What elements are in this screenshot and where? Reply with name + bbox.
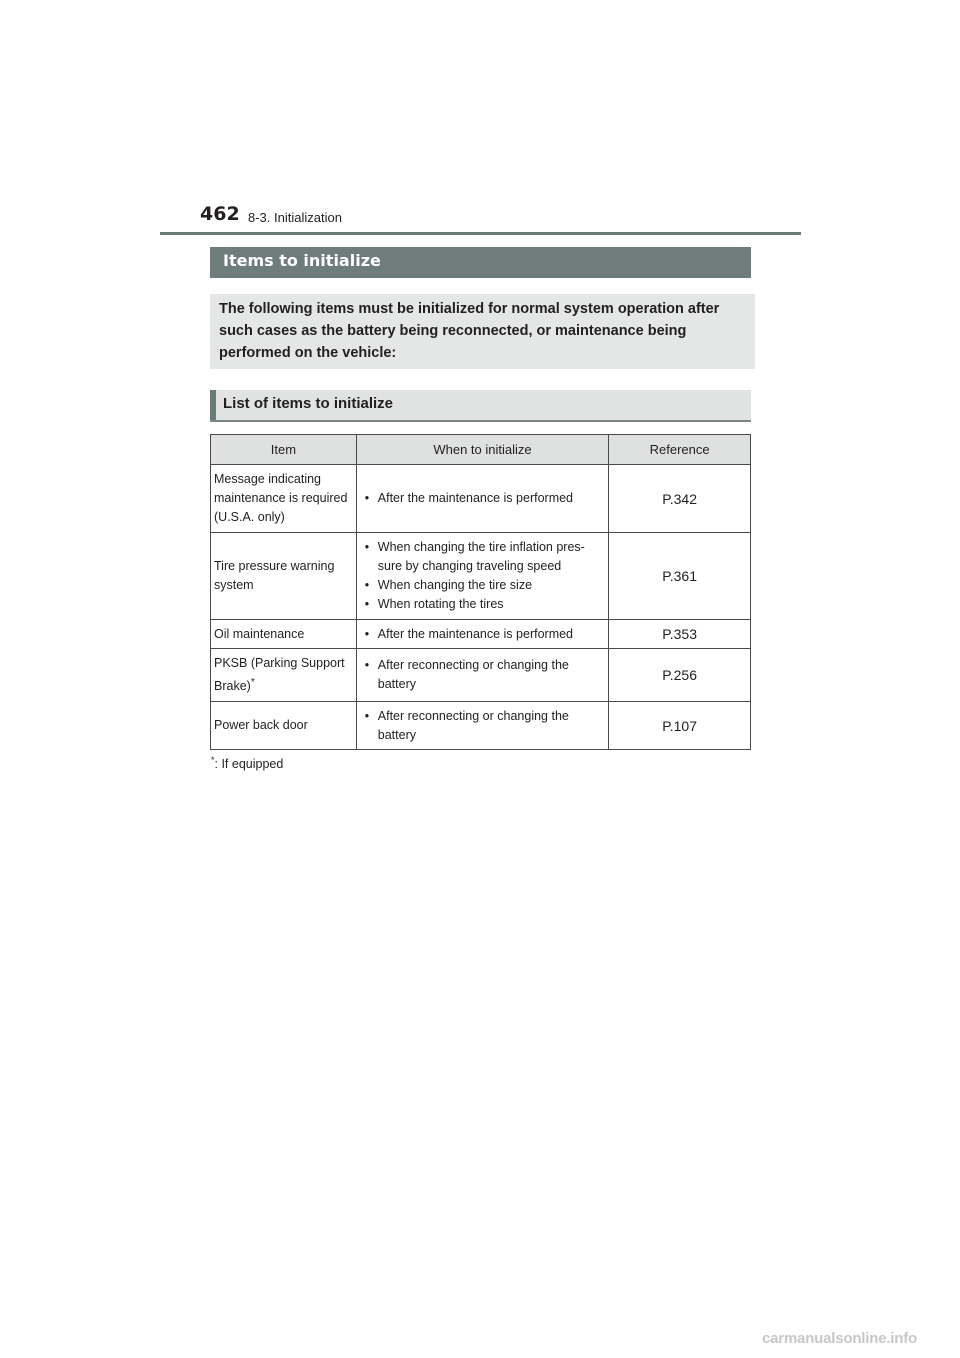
page-number: 462 [200,203,240,225]
bullet-item: • After the maintenance is performed [365,625,605,644]
item-cell: Power back door [211,702,357,750]
bullet-item: • After the maintenance is performed [365,489,605,508]
bullet-text: When rotating the tires [377,597,504,611]
subheading [210,390,751,422]
reference-link[interactable]: P.361 [609,533,751,620]
section-title: 8-3. Initialization [248,210,342,225]
when-cell [356,533,608,620]
column-header-reference: Reference [609,435,751,465]
bullet-item: • After reconnecting or changing the battery [365,656,605,694]
footnote [211,755,283,771]
table-row [211,533,751,620]
item-cell: Message indicating maintenance is required (U.S.A. only) [211,465,357,533]
bullet-text: After the maintenance is performed [377,491,574,505]
initialize-table [210,434,751,750]
column-header-item: Item [211,435,357,465]
bullet-text: After reconnecting or changing the battery [377,708,569,742]
table-row [211,702,751,750]
intro-paragraph: The following items must be initialized for normal system operation after such cases as the battery being reconnected, or maintenance being performed on the vehicle: [210,294,755,369]
when-cell [356,649,608,702]
bullet-item: • When changing the tire size [365,576,605,595]
reference-link[interactable]: P.353 [609,620,751,649]
reference-link[interactable]: P.256 [609,649,751,702]
watermark: carmanualsonline.info [762,1330,917,1347]
header-divider [160,232,801,235]
bullet-text: When changing the tire size [377,578,533,592]
subheading-text: List of items to initialize [223,395,394,412]
table-row [211,620,751,649]
bullet-item: • When changing the tire inflation pres-sure by changing traveling speed [365,538,605,576]
table-row [211,649,751,702]
subheading-accent-bar [210,390,216,420]
reference-link[interactable]: P.342 [609,465,751,533]
when-cell [356,702,608,750]
column-header-when: When to initialize [356,435,608,465]
bullet-text: When changing the tire inflation pres-sure by changing traveling speed [377,540,585,573]
when-cell [356,620,608,649]
item-cell [211,649,357,702]
bullet-item: • When rotating the tires [365,595,605,614]
item-cell: Tire pressure warning system [211,533,357,620]
footnote-marker: * [250,676,255,688]
bullet-text: After reconnecting or changing the battery [377,658,569,691]
footnote-mark: * [211,755,215,765]
when-cell [356,465,608,533]
table-row [211,465,751,533]
bullet-text: After the maintenance is performed [377,626,574,641]
bullet-item: • After reconnecting or changing the battery [365,707,605,745]
item-text: PKSB (Parking Support Brake) [214,655,345,694]
table-header-row [211,435,751,465]
item-cell: Oil maintenance [211,620,357,649]
section-banner: Items to initialize [210,247,751,278]
reference-link[interactable]: P.107 [609,702,751,750]
footnote-text: : If equipped [214,757,284,772]
